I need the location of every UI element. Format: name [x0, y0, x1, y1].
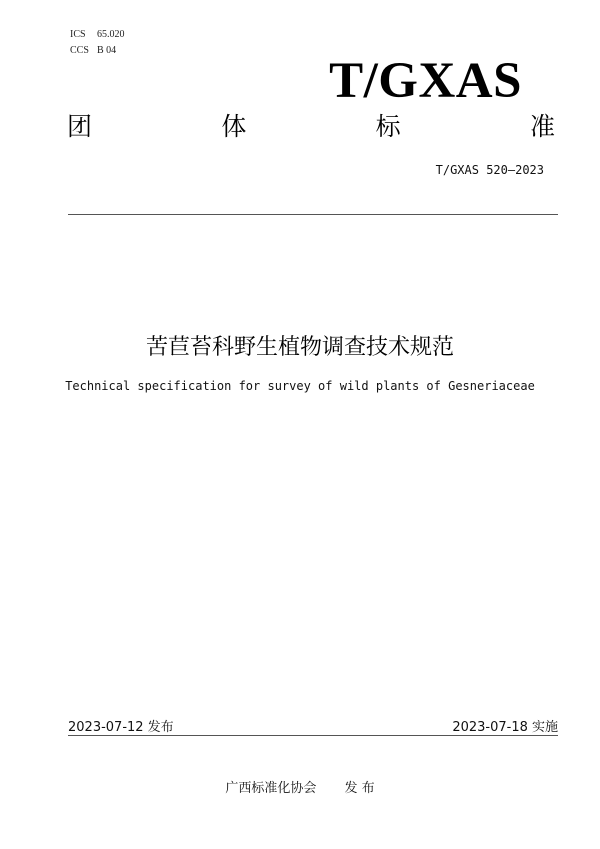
issuer-name: 广西标准化协会 — [225, 781, 317, 796]
ics-classification — [70, 29, 125, 40]
title-english: Technical specification for survey of wild plants of Gesneriaceae — [65, 379, 535, 393]
title-chinese: 苦苣苔科野生植物调查技术规范 — [145, 335, 454, 360]
header-divider — [68, 214, 558, 215]
type-char: 团 — [67, 112, 93, 141]
standard-code: T/GXAS 520—2023 — [435, 163, 544, 177]
publish-date: 2023-07-12 发布 — [68, 720, 174, 735]
type-char: 体 — [221, 112, 247, 141]
ccs-label: CCS — [70, 45, 89, 56]
type-char: 标 — [375, 112, 401, 141]
ics-label: ICS — [70, 29, 86, 40]
implementation-date: 2023-07-18 实施 — [452, 720, 558, 735]
type-char: 准 — [529, 112, 555, 141]
standard-type — [67, 114, 555, 139]
issuer-line — [0, 777, 600, 796]
issuer-action: 发 布 — [344, 781, 375, 796]
ccs-classification — [70, 45, 116, 56]
ics-value: 65.020 — [97, 29, 125, 40]
ccs-value: B 04 — [97, 45, 117, 56]
standard-brand: T/GXAS — [329, 53, 522, 109]
footer-divider — [68, 735, 558, 736]
